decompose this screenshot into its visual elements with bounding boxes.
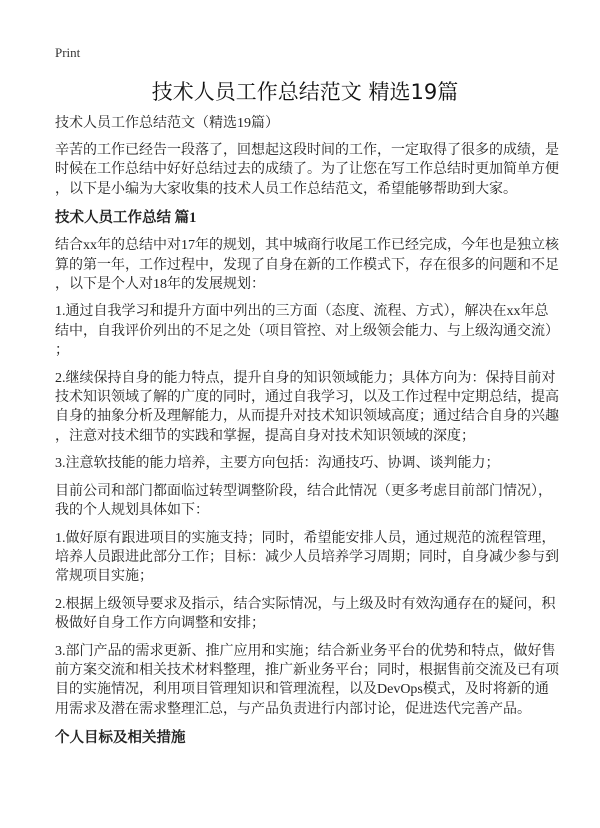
paragraph-line: 技术知识领域了解的广度的同时，通过自我学习，以及工作过程中定期总结，提高 (55, 390, 559, 406)
paragraph-line: 2.继续保持自身的能力特点，提升自身的知识领域能力；具体方向为：保持目前对 (55, 370, 556, 386)
section-heading: 个人目标及相关措施 (55, 730, 186, 747)
paragraph-line: 结中，自我评价列出的不足之处（项目管控、对上级领会能力、与上级沟通交流） (55, 323, 559, 339)
paragraph-line: 2.根据上级领导要求及指示，结合实际情况，与上级及时有效沟通存在的疑问，积 (55, 596, 556, 612)
paragraph-line: 培养人员跟进此部分工作；目标：减少人员培养学习周期；同时，自身减少参与到 (55, 549, 559, 565)
paragraph-line: 算的第一年，工作过程中，发现了自身在新的工作模式下，存在很多的问题和不足 (55, 257, 559, 273)
paragraph-line: 极做好自身工作方向调整和安排； (55, 616, 265, 632)
paragraph (55, 642, 559, 720)
paragraph (55, 236, 559, 294)
paragraph-line: 1.通过自我学习和提升方面中列出的三方面（态度、流程、方式），解决在xx年总 (55, 304, 549, 320)
paragraph-line: 自身的抽象分析及理解能力，从而提升对技术知识领域高度；通过结合自身的兴趣 (55, 409, 559, 425)
paragraph (55, 141, 559, 199)
paragraph-line: ，以下是个人对18年的发展规划： (55, 277, 265, 293)
paragraph-line: 1.做好原有跟进项目的实施支持；同时，希望能安排人员，通过规范的流程管理， (55, 530, 556, 546)
document-page (55, 44, 559, 748)
paragraph-line: 3.部门产品的需求更新、推广应用和实施；结合新业务平台的优势和特点，做好售 (55, 643, 556, 659)
paragraph-line: ； (55, 343, 69, 359)
paragraph (55, 482, 555, 521)
paragraph-line: 3.注意软技能的能力培养，主要方向包括：沟通技巧、协调、谈判能力； (55, 456, 500, 472)
document-body (55, 141, 559, 748)
paragraph (55, 369, 559, 447)
document-subtitle: 技术人员工作总结范文（精选19篇） (55, 116, 279, 131)
paragraph-line: 目前公司和部门都面临过转型调整阶段，结合此情况（更多考虑目前部门情况）， (55, 483, 552, 499)
paragraph-line: 结合xx年的总结中对17年的规划，其中城商行收尾工作已经完成，今年也是独立核 (55, 238, 559, 254)
paragraph-line: 时候在工作总结中好好总结过去的成绩了。为了让您在写工作总结时更加简单方便 (55, 162, 559, 178)
paragraph (55, 302, 559, 360)
paragraph-line: 前方案交流和相关技术材料整理，推广新业务平台；同时，根据售前交流及已有项 (55, 662, 559, 678)
paragraph (55, 454, 555, 473)
paragraph (55, 529, 559, 587)
paragraph-line: 我的个人规划具体如下： (55, 503, 209, 519)
paragraph-line: 常规项目实施； (55, 569, 153, 585)
paragraph-line: ，以下是小编为大家收集的技术人员工作总结范文，希望能够帮助到大家。 (55, 181, 517, 197)
paragraph-line: 辛苦的工作已经告一段落了，回想起这段时间的工作，一定取得了很多的成绩，是 (55, 143, 559, 158)
paragraph-line: 用需求及潜在需求整理汇总，与产品负责进行内部讨论，促进迭代完善产品。 (55, 701, 531, 717)
paragraph-line: 目的实施情况，利用项目管理知识和管理流程，以及DevOps模式，及时将新的通 (55, 682, 549, 698)
print-link[interactable]: Print (55, 45, 81, 60)
paragraph-line: ，注意对技术细节的实践和掌握，提高自身对技术知识领域的深度； (55, 428, 475, 444)
paragraph (55, 595, 555, 634)
section-heading: 技术人员工作总结 篇1 (55, 210, 197, 227)
page-title: 技术人员工作总结范文 精选19篇 (151, 80, 459, 104)
